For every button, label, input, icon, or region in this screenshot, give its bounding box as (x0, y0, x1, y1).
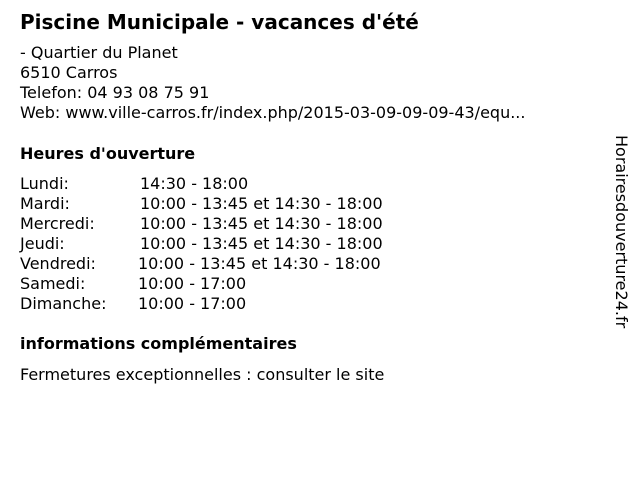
hours-day: Lundi: (20, 174, 69, 193)
address-street: - Quartier du Planet (20, 43, 178, 62)
watermark-text: Horairesdouverture24.fr (612, 135, 631, 329)
info-heading: informations complémentaires (20, 334, 297, 353)
address-web: Web: www.ville-carros.fr/index.php/2015-03-09-09-09-43/equ... (20, 103, 526, 122)
hours-day: Mercredi: (20, 214, 95, 233)
hours-time: 10:00 - 13:45 et 14:30 - 18:00 (140, 214, 383, 233)
hours-time: 14:30 - 18:00 (140, 174, 249, 193)
hours-day: Jeudi: (20, 234, 65, 253)
hours-day: Vendredi: (20, 254, 96, 273)
watermark (609, 135, 633, 345)
hours-time: 10:00 - 13:45 et 14:30 - 18:00 (140, 234, 383, 253)
address-phone: Telefon: 04 93 08 75 91 (20, 83, 210, 102)
address-block (20, 43, 525, 123)
hours-time: 10:00 - 13:45 et 14:30 - 18:00 (138, 254, 381, 273)
address-city: 6510 Carros (20, 63, 118, 82)
hours-heading: Heures d'ouverture (20, 144, 196, 163)
hours-time: 10:00 - 17:00 (138, 294, 247, 313)
hours-day: Dimanche: (20, 294, 107, 313)
hours-time: 10:00 - 17:00 (138, 274, 247, 293)
hours-day: Samedi: (20, 274, 86, 293)
info-text: Fermetures exceptionnelles : consulter le site (20, 365, 385, 384)
hours-day: Mardi: (20, 194, 70, 213)
page-title: Piscine Municipale - vacances d'été (20, 10, 419, 34)
hours-time: 10:00 - 13:45 et 14:30 - 18:00 (140, 194, 383, 213)
